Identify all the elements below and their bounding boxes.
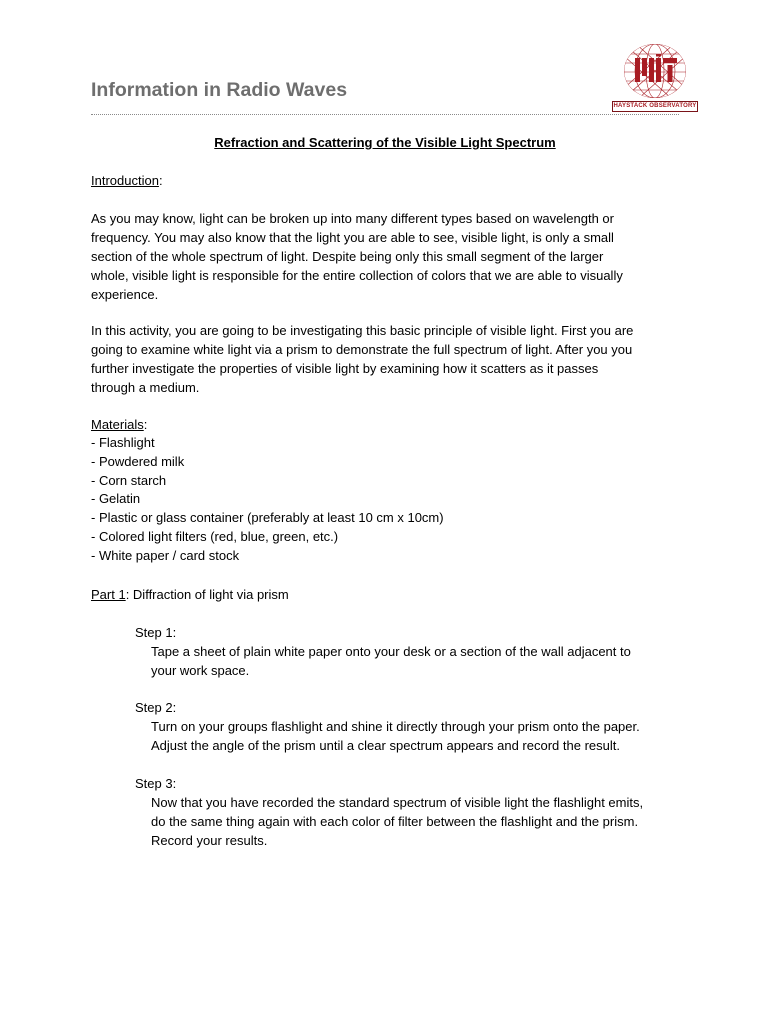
paragraph-line: further investigate the properties of visible light by examining how it scatters as it passes: [91, 361, 599, 376]
step-body: [135, 642, 631, 680]
introduction-heading: [91, 171, 163, 190]
step-label: Step 3:: [135, 776, 177, 791]
document-subtitle: Refraction and Scattering of the Visible Light Spectrum: [214, 135, 556, 150]
materials-list: [91, 434, 444, 566]
step-line: Adjust the angle of the prism until a clear spectrum appears and record the result.: [151, 738, 620, 753]
step-body: [135, 717, 640, 755]
list-item: - White paper / card stock: [91, 547, 240, 563]
step-3: [135, 774, 643, 850]
list-item: - Corn starch: [91, 472, 167, 488]
materials-heading-label: Materials: [91, 417, 144, 432]
paragraph-line: As you may know, light can be broken up into many different types based on wavelength or: [91, 211, 614, 226]
list-item: - Colored light filters (red, blue, green, etc.): [91, 528, 339, 544]
paragraph-line: In this activity, you are going to be investigating this basic principle of visible light. First you are: [91, 323, 634, 338]
document-title: Information in Radio Waves: [91, 79, 348, 101]
paragraph-line: frequency. You may also know that the light you are able to see, visible light, is only a small: [91, 230, 614, 245]
list-item: - Plastic or glass container (preferably at least 10 cm x 10cm): [91, 510, 444, 526]
logo-caption: HAYSTACK OBSERVATORY: [612, 101, 698, 112]
paragraph-line: through a medium.: [91, 380, 200, 395]
part1-heading-suffix: : Diffraction of light via prism: [125, 587, 289, 602]
step-1: [135, 623, 631, 680]
step-label: Step 1:: [135, 625, 177, 640]
step-line: do the same thing again with each color of filter between the flashlight and the prism.: [151, 814, 639, 829]
step-2: [135, 698, 640, 755]
step-line: Record your results.: [151, 833, 268, 848]
introduction-heading-label: Introduction: [91, 173, 159, 188]
introduction-heading-suffix: :: [158, 173, 163, 188]
title-divider: [91, 114, 679, 115]
materials-heading-suffix: :: [143, 417, 148, 432]
paragraph-line: whole, visible light is responsible for the entire collection of colors that we are able to visually: [91, 268, 623, 283]
part1-heading-label: Part 1: [91, 587, 126, 602]
paragraph-line: experience.: [91, 287, 159, 302]
introduction-paragraph-1: [91, 209, 691, 304]
introduction-paragraph-2: [91, 321, 691, 397]
step-line: Tape a sheet of plain white paper onto your desk or a section of the wall adjacent to: [151, 644, 631, 659]
paragraph-line: going to examine white light via a prism to demonstrate the full spectrum of light. After you you: [91, 342, 633, 357]
step-label: Step 2:: [135, 700, 177, 715]
materials-heading: [91, 415, 147, 434]
paragraph-line: section of the whole spectrum of light. Despite being only this small segment of the larger: [91, 249, 604, 264]
list-item: - Flashlight: [91, 435, 155, 450]
part1-heading: [91, 585, 289, 604]
step-body: [135, 793, 643, 850]
step-line: your work space.: [151, 663, 250, 678]
step-line: Turn on your groups flashlight and shine it directly through your prism onto the paper.: [151, 719, 640, 734]
list-item: - Gelatin: [91, 491, 141, 507]
list-item: - Powdered milk: [91, 453, 185, 469]
step-line: Now that you have recorded the standard spectrum of visible light the flashlight emits,: [151, 795, 644, 810]
